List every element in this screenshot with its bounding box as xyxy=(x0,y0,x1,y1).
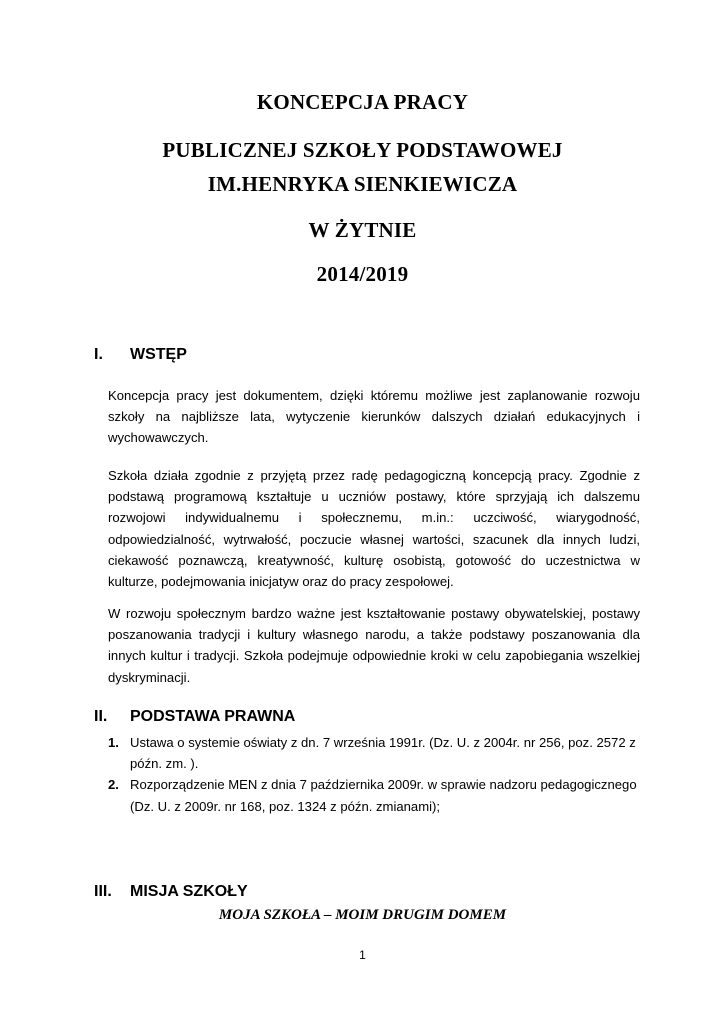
legal-basis-list xyxy=(108,732,640,817)
list-item-text: Rozporządzenie MEN z dnia 7 października 2009r. w sprawie nadzoru pedagogicznego (Dz. U. z 2009r. nr 168, poz. 1324 z późn. zmianami); xyxy=(130,777,637,814)
page-number: 1 xyxy=(359,948,366,962)
list-marker: 2. xyxy=(108,777,119,793)
list-item-text: Ustawa o systemie oświaty z dn. 7 września 1991r. (Dz. U. z 2004r. nr 256, poz. 2572 z późn. zm. ). xyxy=(130,735,636,772)
intro-paragraph-3: W rozwoju społecznym bardzo ważne jest kształtowanie postawy obywatelskiej, postawy poszanowania tradycji i kultury własnego narodu, a także podstawy poszanowania dla innych kultur i tradycji. Szkoła podejmuje odpowiednie kroki w celu zapobiegania wszelkiej dyskryminacji. xyxy=(108,606,640,685)
section-number: III. xyxy=(94,883,112,900)
intro-paragraph-1: Koncepcja pracy jest dokumentem, dzięki któremu możliwe jest zaplanowanie rozwoju szkoły na najbliższe lata, wytyczenie kierunków dalszych działań edukacyjnych i wychowawczych. xyxy=(108,388,640,446)
list-marker: 1. xyxy=(108,735,119,750)
document-title-line-5: 2014/2019 xyxy=(316,262,409,286)
section-heading-intro xyxy=(94,346,187,364)
list-item xyxy=(108,732,640,774)
school-motto: MOJA SZKOŁA – MOIM DRUGIM DOMEM xyxy=(218,907,507,923)
section-heading-legal-basis xyxy=(94,708,295,726)
document-title-line-3: IM.HENRYKA SIENKIEWICZA xyxy=(207,172,518,196)
document-title-line-4: W ŻYTNIE xyxy=(308,218,417,242)
section-number: II. xyxy=(94,708,108,725)
document-title-line-1: KONCEPCJA PRACY xyxy=(256,90,469,114)
list-item xyxy=(108,774,640,816)
intro-paragraph-2: Szkoła działa zgodnie z przyjętą przez radę pedagogiczną koncepcją pracy. Zgodnie z podstawą programową kształtuje u uczniów postawy, które sprzyjają ich dalszemu rozwojowi indywidualnemu i społecznemu, m.in.: uczciwość, wiarygodność, odpowiedzialność, wytrwałość, poczucie własnej wartości, szacunek dla innych ludzi, ciekawość poznawczą, kreatywność, kulturę osobistą, gotowość do uczestnictwa w kulturze, podejmowania inicjatyw oraz do pracy zespołowej. xyxy=(108,468,640,590)
section-number: I. xyxy=(94,346,103,363)
section-title: MISJA SZKOŁY xyxy=(130,883,248,900)
section-heading-mission xyxy=(94,883,248,901)
section-title: WSTĘP xyxy=(130,346,187,363)
section-title: PODSTAWA PRAWNA xyxy=(130,708,296,725)
document-title-line-2: PUBLICZNEJ SZKOŁY PODSTAWOWEJ xyxy=(162,138,563,162)
